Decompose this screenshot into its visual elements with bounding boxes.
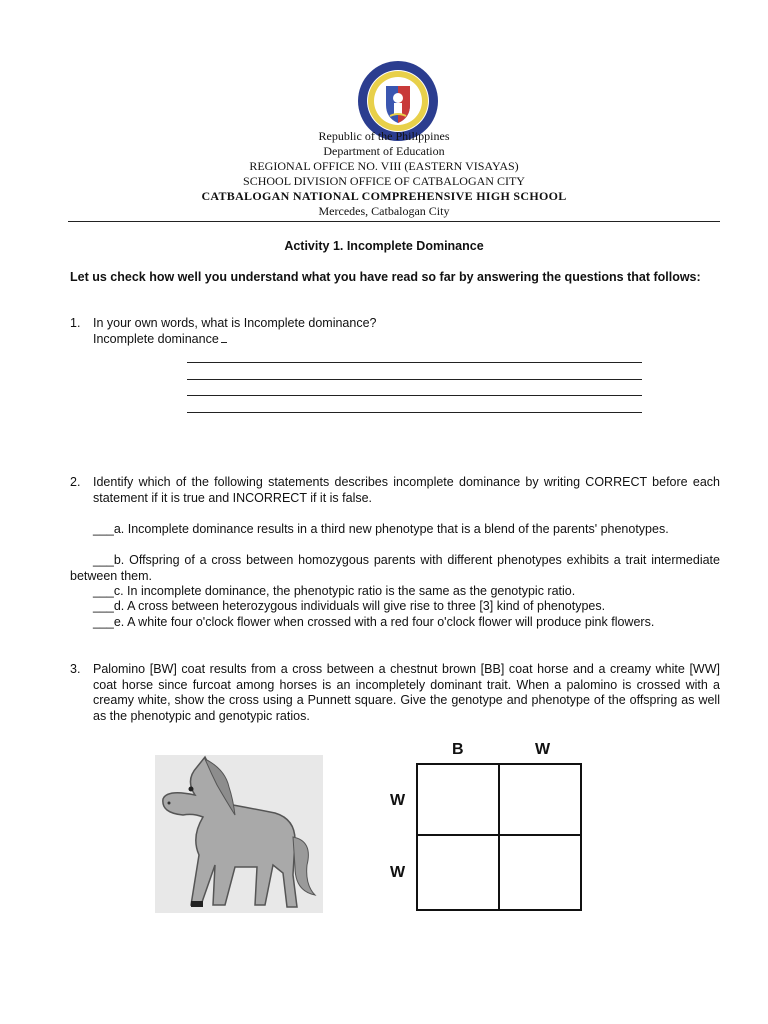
punnett-col-label-1: B bbox=[452, 741, 464, 758]
punnett-cell-2-2[interactable] bbox=[500, 836, 580, 909]
document-header bbox=[0, 129, 768, 219]
horse-illustration bbox=[155, 755, 323, 913]
question-1-text: In your own words, what is Incomplete dominance? bbox=[93, 316, 377, 330]
header-division-office: SCHOOL DIVISION OFFICE OF CATBALOGAN CITY bbox=[243, 174, 525, 188]
header-address: Mercedes, Catbalogan City bbox=[318, 204, 450, 218]
statement-d: ___d. A cross between heterozygous individuals will give rise to three [3] kind of phenotypes. bbox=[93, 599, 606, 613]
question-3-text: Palomino [BW] coat results from a cross between a chestnut brown [BB] coat horse and a creamy white [WW] coat horse since furcoat among horses is an incompletely dominant trait. When a palomino is crossed with a creamy white, show the cross using a Punnett square. Give the genotype and phenotype of the offspring as well as the phenotypic and genotypic ratios. bbox=[93, 662, 720, 723]
statement-a: ___a. Incomplete dominance results in a third new phenotype that is a blend of the parents' phenotypes. bbox=[93, 522, 669, 536]
statement-b: ___b. Offspring of a cross between homozygous parents with different phenotypes exhibits a trait intermediate between them. bbox=[70, 553, 720, 583]
punnett-row-label-2: W bbox=[390, 864, 406, 881]
punnett-col-label-2: W bbox=[535, 741, 551, 758]
activity-title: Activity 1. Incomplete Dominance bbox=[284, 239, 484, 253]
header-department: Department of Education bbox=[323, 144, 445, 158]
punnett-cell-2-1[interactable] bbox=[418, 836, 500, 909]
question-1-number: 1. bbox=[70, 316, 81, 330]
question-3-number: 3. bbox=[70, 662, 81, 676]
activity-intro: Let us check how well you understand what you have read so far by answering the questions that follows: bbox=[70, 270, 701, 284]
punnett-cell-1-2[interactable] bbox=[500, 765, 580, 836]
question-2-text: Identify which of the following statements describes incomplete dominance by writing CORRECT before each statement if it is true and INCORRECT if it is false. bbox=[93, 475, 720, 505]
question-1-prompt-label: Incomplete dominance bbox=[93, 332, 219, 346]
punnett-row-label-1: W bbox=[390, 792, 406, 809]
header-divider bbox=[68, 221, 720, 222]
answer-line-3[interactable] bbox=[187, 395, 642, 396]
answer-line-2[interactable] bbox=[187, 379, 642, 380]
statement-e: ___e. A white four o'clock flower when crossed with a red four o'clock flower will produce pink flowers. bbox=[93, 615, 655, 629]
statement-c: ___c. In incomplete dominance, the phenotypic ratio is the same as the genotypic ratio. bbox=[93, 584, 576, 598]
horse-drawing-image bbox=[155, 755, 323, 913]
punnett-square bbox=[416, 763, 582, 911]
header-school-name: CATBALOGAN NATIONAL COMPREHENSIVE HIGH SCHOOL bbox=[201, 189, 567, 203]
question-2-number: 2. bbox=[70, 475, 81, 489]
punnett-cell-1-1[interactable] bbox=[418, 765, 500, 836]
header-regional-office: REGIONAL OFFICE NO. VIII (EASTERN VISAYAS) bbox=[249, 159, 519, 173]
answer-line-1[interactable] bbox=[187, 362, 642, 363]
question-1-prompt bbox=[93, 332, 227, 348]
answer-line-4[interactable] bbox=[187, 412, 642, 413]
header-republic: Republic of the Philippines bbox=[318, 129, 450, 143]
